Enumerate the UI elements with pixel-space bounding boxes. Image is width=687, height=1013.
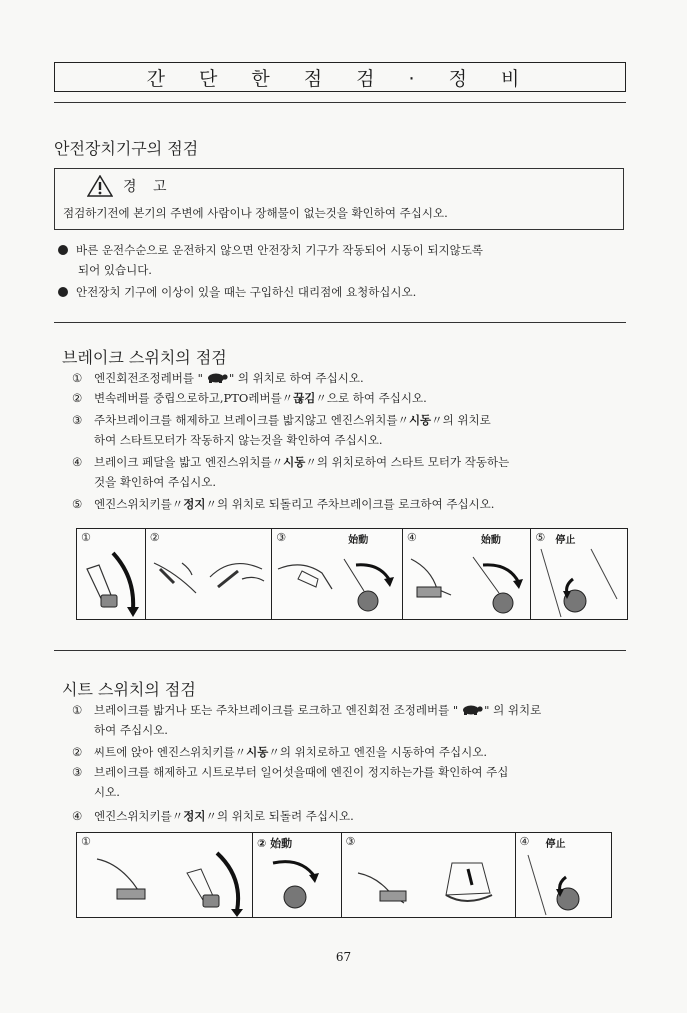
brake-step: ① 엔진회전조정레버를 " " 의 위치로 하여 주십시오. [72, 371, 364, 385]
brake-heading: 브레이크 스위치의 점검 [62, 348, 227, 367]
key-stop-illustration-icon [531, 529, 627, 619]
section-rule [54, 650, 626, 651]
section-rule [54, 322, 626, 323]
seat-step: ③ 브레이크를 해제하고 시트로부터 일어섯을때에 엔진이 정지하는가를 확인하여 주십 시오. [72, 765, 509, 799]
brake-figure-5: ⑤ 停止 [531, 529, 627, 619]
key-stop-illustration-icon [516, 833, 611, 917]
page-title: 간 단 한 점 검 · 정 비 [146, 67, 534, 90]
seat-step: ② 씨트에 앉아 엔진스위치키를〃시동〃의 위치로하고 엔진을 시동하여 주십시오. [72, 745, 487, 759]
seat-step: ① 브레이크를 밟거나 또는 주차브레이크를 로크하고 엔진회전 조정레버를 " " 의 위치로 하여 주십시오. [72, 703, 542, 737]
seat-illustration-icon [342, 833, 516, 917]
brake-figure-4: ④ 始動 [403, 529, 532, 619]
pedal-lever-illustration-icon [77, 833, 253, 917]
safety-bullet: 안전장치 기구에 이상이 있을 때는 구입하신 대리점에 요청하십시오. [58, 282, 628, 302]
brake-figure-1: ① [77, 529, 146, 619]
bullet-dot-icon [58, 287, 68, 297]
brake-figure-3: ③ 始動 [272, 529, 403, 619]
brake-step: ② 변속레버를 중립으로하고,PTO레버를〃끊김〃으로 하여 주십시오. [72, 391, 427, 405]
turtle-slow-icon [203, 371, 229, 383]
turtle-slow-icon [458, 703, 484, 715]
brake-step: ③ 주차브레이크를 해제하고 브레이크를 밟지않고 엔진스위치를〃시동〃의 위치로 하여 스타트모터가 작동하지 않는것을 확인하여 주십시오. [72, 413, 491, 447]
page-number: 67 [335, 950, 352, 964]
warning-text: 점검하기전에 본기의 주변에 사람이나 장해물이 없는것을 확인하여 주십시오. [63, 206, 448, 220]
seat-heading: 시트 스위치의 점검 [62, 680, 196, 699]
key-switch-illustration-icon [272, 529, 402, 619]
title-rule [54, 102, 626, 103]
pedal-key-illustration-icon [403, 529, 531, 619]
brake-figure-strip [76, 528, 628, 620]
seat-figure-1: ① [77, 833, 253, 917]
brake-figure-2: ② [146, 529, 273, 619]
safety-heading: 안전장치기구의 점검 [54, 139, 199, 158]
bullet-dot-icon [58, 245, 68, 255]
shift-lever-illustration-icon [146, 529, 272, 619]
seat-figure-2: ② 始動 [253, 833, 342, 917]
lever-illustration-icon [77, 529, 145, 619]
key-start-illustration-icon [253, 833, 341, 917]
seat-step: ④ 엔진스위치키를〃정지〃의 위치로 되돌려 주십시오. [72, 809, 354, 823]
safety-bullet: 바른 운전수순으로 운전하지 않으면 안전장치 기구가 작동되어 시동이 되지않도록 되어 있습니다. [58, 240, 628, 280]
brake-step: ④ 브레이크 페달을 밟고 엔진스위치를〃시동〃의 위치로하여 스타트 모터가 작동하는 것을 확인하여 주십시오. [72, 455, 510, 489]
warning-label: 경 고 [123, 179, 173, 195]
brake-step: ⑤ 엔진스위치키를〃정지〃의 위치로 되돌리고 주차브레이크를 로크하여 주십시오. [72, 497, 495, 511]
seat-figure-strip [76, 832, 612, 918]
seat-figure-3: ③ [342, 833, 516, 917]
warning-triangle-icon [87, 175, 113, 197]
seat-figure-4: ④ 停止 [516, 833, 611, 917]
page-title-box [54, 62, 626, 92]
warning-box [54, 168, 624, 230]
